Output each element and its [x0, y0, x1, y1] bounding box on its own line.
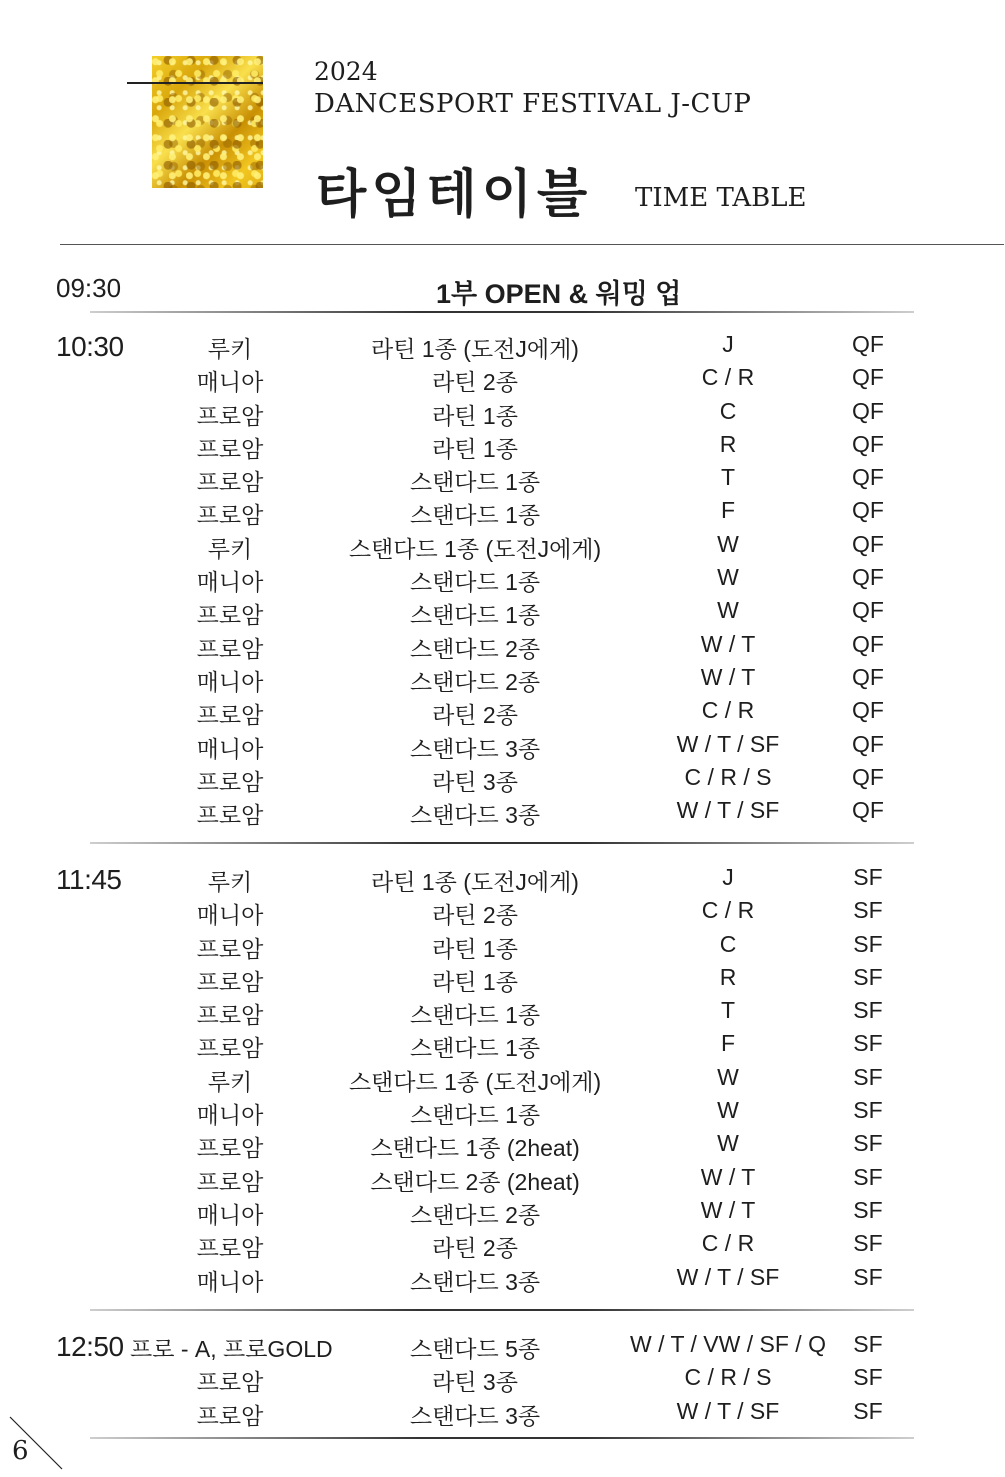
event-cell: 스탠다드 5종: [409, 1336, 541, 1362]
dance-cell: C / R: [701, 697, 755, 724]
round-cell: QF: [852, 530, 884, 557]
table-row: [0, 628, 1005, 661]
round-cell: QF: [852, 331, 884, 357]
level-cell: 프로암: [196, 602, 264, 629]
level-cell: 프로암: [196, 1135, 264, 1162]
event-cell: 스탠다드 1종: [409, 1102, 541, 1129]
table-row: [0, 494, 1005, 527]
dance-cell: R: [719, 430, 737, 457]
opening-time: 09:30: [56, 273, 122, 303]
round-cell: QF: [852, 430, 884, 457]
round-cell: SF: [853, 864, 883, 890]
table-row: [0, 694, 1005, 727]
round-cell: SF: [853, 1063, 883, 1090]
level-cell: 프로암: [196, 1168, 264, 1195]
event-cell: 라틴 2종: [432, 1235, 518, 1262]
table-row: [0, 661, 1005, 694]
slot-time: 12:50: [56, 1331, 124, 1362]
dance-cell: W / T / VW / SF / Q: [630, 1331, 826, 1357]
level-cell: 루키: [207, 1068, 253, 1095]
section-divider: [90, 1309, 914, 1311]
slot-rows: [0, 861, 1005, 1294]
dance-cell: F: [720, 1030, 736, 1057]
level-cell: 매니아: [196, 735, 264, 762]
dance-cell: F: [720, 497, 736, 524]
level-cell: 프로 - A, 프로GOLD: [130, 1336, 333, 1362]
round-cell: QF: [852, 364, 884, 391]
event-cell: 라틴 3종: [432, 1369, 518, 1396]
table-row: [0, 1127, 1005, 1160]
event-cell: 스탠다드 3종: [409, 1268, 541, 1295]
dance-cell: C / R / S: [684, 763, 772, 790]
round-cell: SF: [853, 1397, 883, 1424]
level-cell: 프로암: [196, 702, 264, 729]
dance-cell: W: [717, 1097, 739, 1124]
opening-row: [56, 270, 916, 310]
dance-cell: C: [719, 397, 737, 424]
table-row: [0, 1227, 1005, 1260]
event-cell: 라틴 1종: [432, 435, 518, 462]
event-cell: 스탠다드 2종: [409, 635, 541, 662]
table-row: [0, 328, 1005, 361]
dance-cell: W: [717, 1063, 739, 1090]
dance-cell: C / R / S: [684, 1364, 772, 1391]
round-cell: QF: [852, 630, 884, 657]
dance-cell: W / T: [700, 1163, 756, 1190]
dance-cell: W / T: [700, 663, 756, 690]
dance-cell: T: [720, 997, 736, 1024]
event-cell: 스탠다드 3종: [409, 1402, 541, 1429]
round-cell: SF: [853, 1230, 883, 1257]
table-row: [0, 1094, 1005, 1127]
level-cell: 매니아: [196, 902, 264, 929]
dance-cell: W / T / SF: [676, 1397, 780, 1424]
round-cell: QF: [852, 564, 884, 591]
table-row: [0, 1027, 1005, 1060]
table-row: [0, 728, 1005, 761]
dance-cell: R: [719, 963, 737, 990]
round-cell: SF: [853, 1263, 883, 1290]
dance-cell: W: [717, 597, 739, 624]
round-cell: SF: [853, 1196, 883, 1223]
round-cell: SF: [853, 1331, 883, 1357]
event-cell: 라틴 1종: [432, 968, 518, 995]
level-cell: 프로암: [196, 635, 264, 662]
page-number: 6: [12, 1436, 29, 1466]
dance-cell: W / T: [700, 1196, 756, 1223]
round-cell: QF: [852, 730, 884, 757]
level-cell: 프로암: [196, 1369, 264, 1396]
level-cell: 루키: [207, 535, 253, 562]
event-cell: 스탠다드 3종: [409, 802, 541, 829]
dance-cell: J: [722, 331, 734, 357]
event-cell: 스탠다드 3종: [409, 735, 541, 762]
slot-time: 11:45: [56, 864, 122, 895]
time-slot: [0, 328, 1005, 827]
table-row: [0, 461, 1005, 494]
round-cell: QF: [852, 697, 884, 724]
round-cell: SF: [853, 1364, 883, 1391]
round-cell: QF: [852, 497, 884, 524]
dance-cell: W: [717, 530, 739, 557]
round-cell: SF: [853, 963, 883, 990]
table-row: [0, 561, 1005, 594]
level-cell: 매니아: [196, 1268, 264, 1295]
round-cell: SF: [853, 897, 883, 924]
dance-cell: W / T / SF: [676, 730, 780, 757]
round-cell: SF: [853, 1163, 883, 1190]
table-row: [0, 761, 1005, 794]
dance-cell: W / T / SF: [676, 797, 780, 824]
level-cell: 프로암: [196, 1002, 264, 1029]
event-cell: 라틴 2종: [432, 902, 518, 929]
dance-cell: J: [722, 864, 734, 890]
round-cell: QF: [852, 663, 884, 690]
table-row: [0, 361, 1005, 394]
level-cell: 프로암: [196, 402, 264, 429]
level-cell: 매니아: [196, 668, 264, 695]
gold-foil-square: [152, 56, 263, 188]
table-row: [0, 1194, 1005, 1227]
level-cell: 프로암: [196, 1035, 264, 1062]
table-row: [0, 794, 1005, 827]
level-cell: 프로암: [196, 502, 264, 529]
section-divider: [90, 311, 914, 313]
dance-cell: T: [720, 464, 736, 491]
time-slot: [0, 1328, 1005, 1428]
table-row: [0, 1361, 1005, 1394]
level-cell: 프로암: [196, 1235, 264, 1262]
event-cell: 스탠다드 1종: [409, 602, 541, 629]
event-cell: 스탠다드 1종: [409, 569, 541, 596]
event-cell: 라틴 1종 (도전J에게): [371, 336, 579, 362]
level-cell: 매니아: [196, 1201, 264, 1228]
level-cell: 프로암: [196, 935, 264, 962]
table-row: [0, 894, 1005, 927]
dance-cell: W / T / SF: [676, 1263, 780, 1290]
dance-cell: W / T: [700, 630, 756, 657]
event-cell: 스탠다드 1종: [409, 502, 541, 529]
event-cell: 스탠다드 1종 (도전J에게): [348, 535, 602, 562]
slot-time: 10:30: [56, 331, 124, 362]
round-cell: QF: [852, 797, 884, 824]
level-cell: 프로암: [196, 768, 264, 795]
dance-cell: W: [717, 1130, 739, 1157]
event-cell: 라틴 3종: [432, 768, 518, 795]
event-cell: 스탠다드 1종: [409, 1002, 541, 1029]
round-cell: SF: [853, 1030, 883, 1057]
table-row: [0, 594, 1005, 627]
opening-title: 1부 OPEN & 워밍 업: [436, 279, 682, 309]
section-divider: [90, 842, 914, 844]
table-row: [0, 528, 1005, 561]
dance-cell: C / R: [701, 897, 755, 924]
event-cell: 라틴 2종: [432, 369, 518, 396]
header-divider: [60, 244, 1004, 245]
table-row: [0, 928, 1005, 961]
dance-cell: C / R: [701, 364, 755, 391]
round-cell: SF: [853, 1097, 883, 1124]
level-cell: 매니아: [196, 569, 264, 596]
table-row: [0, 1161, 1005, 1194]
event-cell: 라틴 1종: [432, 935, 518, 962]
table-row: [0, 994, 1005, 1027]
round-cell: SF: [853, 1130, 883, 1157]
event-cell: 라틴 1종: [432, 402, 518, 429]
table-row: [0, 1328, 1005, 1361]
level-cell: 프로암: [196, 469, 264, 496]
slot-rows: [0, 328, 1005, 827]
table-row: [0, 1261, 1005, 1294]
level-cell: 매니아: [196, 1102, 264, 1129]
time-slot: [0, 861, 1005, 1294]
header-event-name: DANCESPORT FESTIVAL J-CUP: [314, 89, 752, 119]
event-cell: 스탠다드 2종: [409, 1201, 541, 1228]
table-row: [0, 428, 1005, 461]
level-cell: 루키: [207, 336, 253, 362]
level-cell: 프로암: [196, 1402, 264, 1429]
round-cell: QF: [852, 397, 884, 424]
slot-rows: [0, 1328, 1005, 1428]
event-cell: 라틴 1종 (도전J에게): [371, 869, 579, 895]
event-cell: 스탠다드 2종: [409, 668, 541, 695]
level-cell: 루키: [207, 869, 253, 895]
dance-cell: C / R: [701, 1230, 755, 1257]
event-cell: 스탠다드 1종: [409, 469, 541, 496]
level-cell: 프로암: [196, 802, 264, 829]
level-cell: 프로암: [196, 968, 264, 995]
table-row: [0, 861, 1005, 894]
table-row: [0, 961, 1005, 994]
table-row: [0, 1395, 1005, 1428]
event-cell: 라틴 2종: [432, 702, 518, 729]
round-cell: SF: [853, 930, 883, 957]
level-cell: 프로암: [196, 435, 264, 462]
event-cell: 스탠다드 2종 (2heat): [370, 1168, 580, 1195]
round-cell: QF: [852, 597, 884, 624]
header-year: 2024: [314, 57, 378, 86]
level-cell: 매니아: [196, 369, 264, 396]
header-accent-line: [127, 82, 263, 84]
event-cell: 스탠다드 1종 (2heat): [370, 1135, 580, 1162]
dance-cell: C: [719, 930, 737, 957]
page-title: 타임테이블: [316, 164, 593, 225]
event-cell: 스탠다드 1종 (도전J에게): [348, 1068, 602, 1095]
round-cell: SF: [853, 997, 883, 1024]
round-cell: QF: [852, 763, 884, 790]
dance-cell: W: [717, 564, 739, 591]
page-subtitle: TIME TABLE: [635, 183, 807, 213]
section-divider: [90, 1437, 914, 1439]
table-row: [0, 1061, 1005, 1094]
round-cell: QF: [852, 464, 884, 491]
table-row: [0, 395, 1005, 428]
event-cell: 스탠다드 1종: [409, 1035, 541, 1062]
